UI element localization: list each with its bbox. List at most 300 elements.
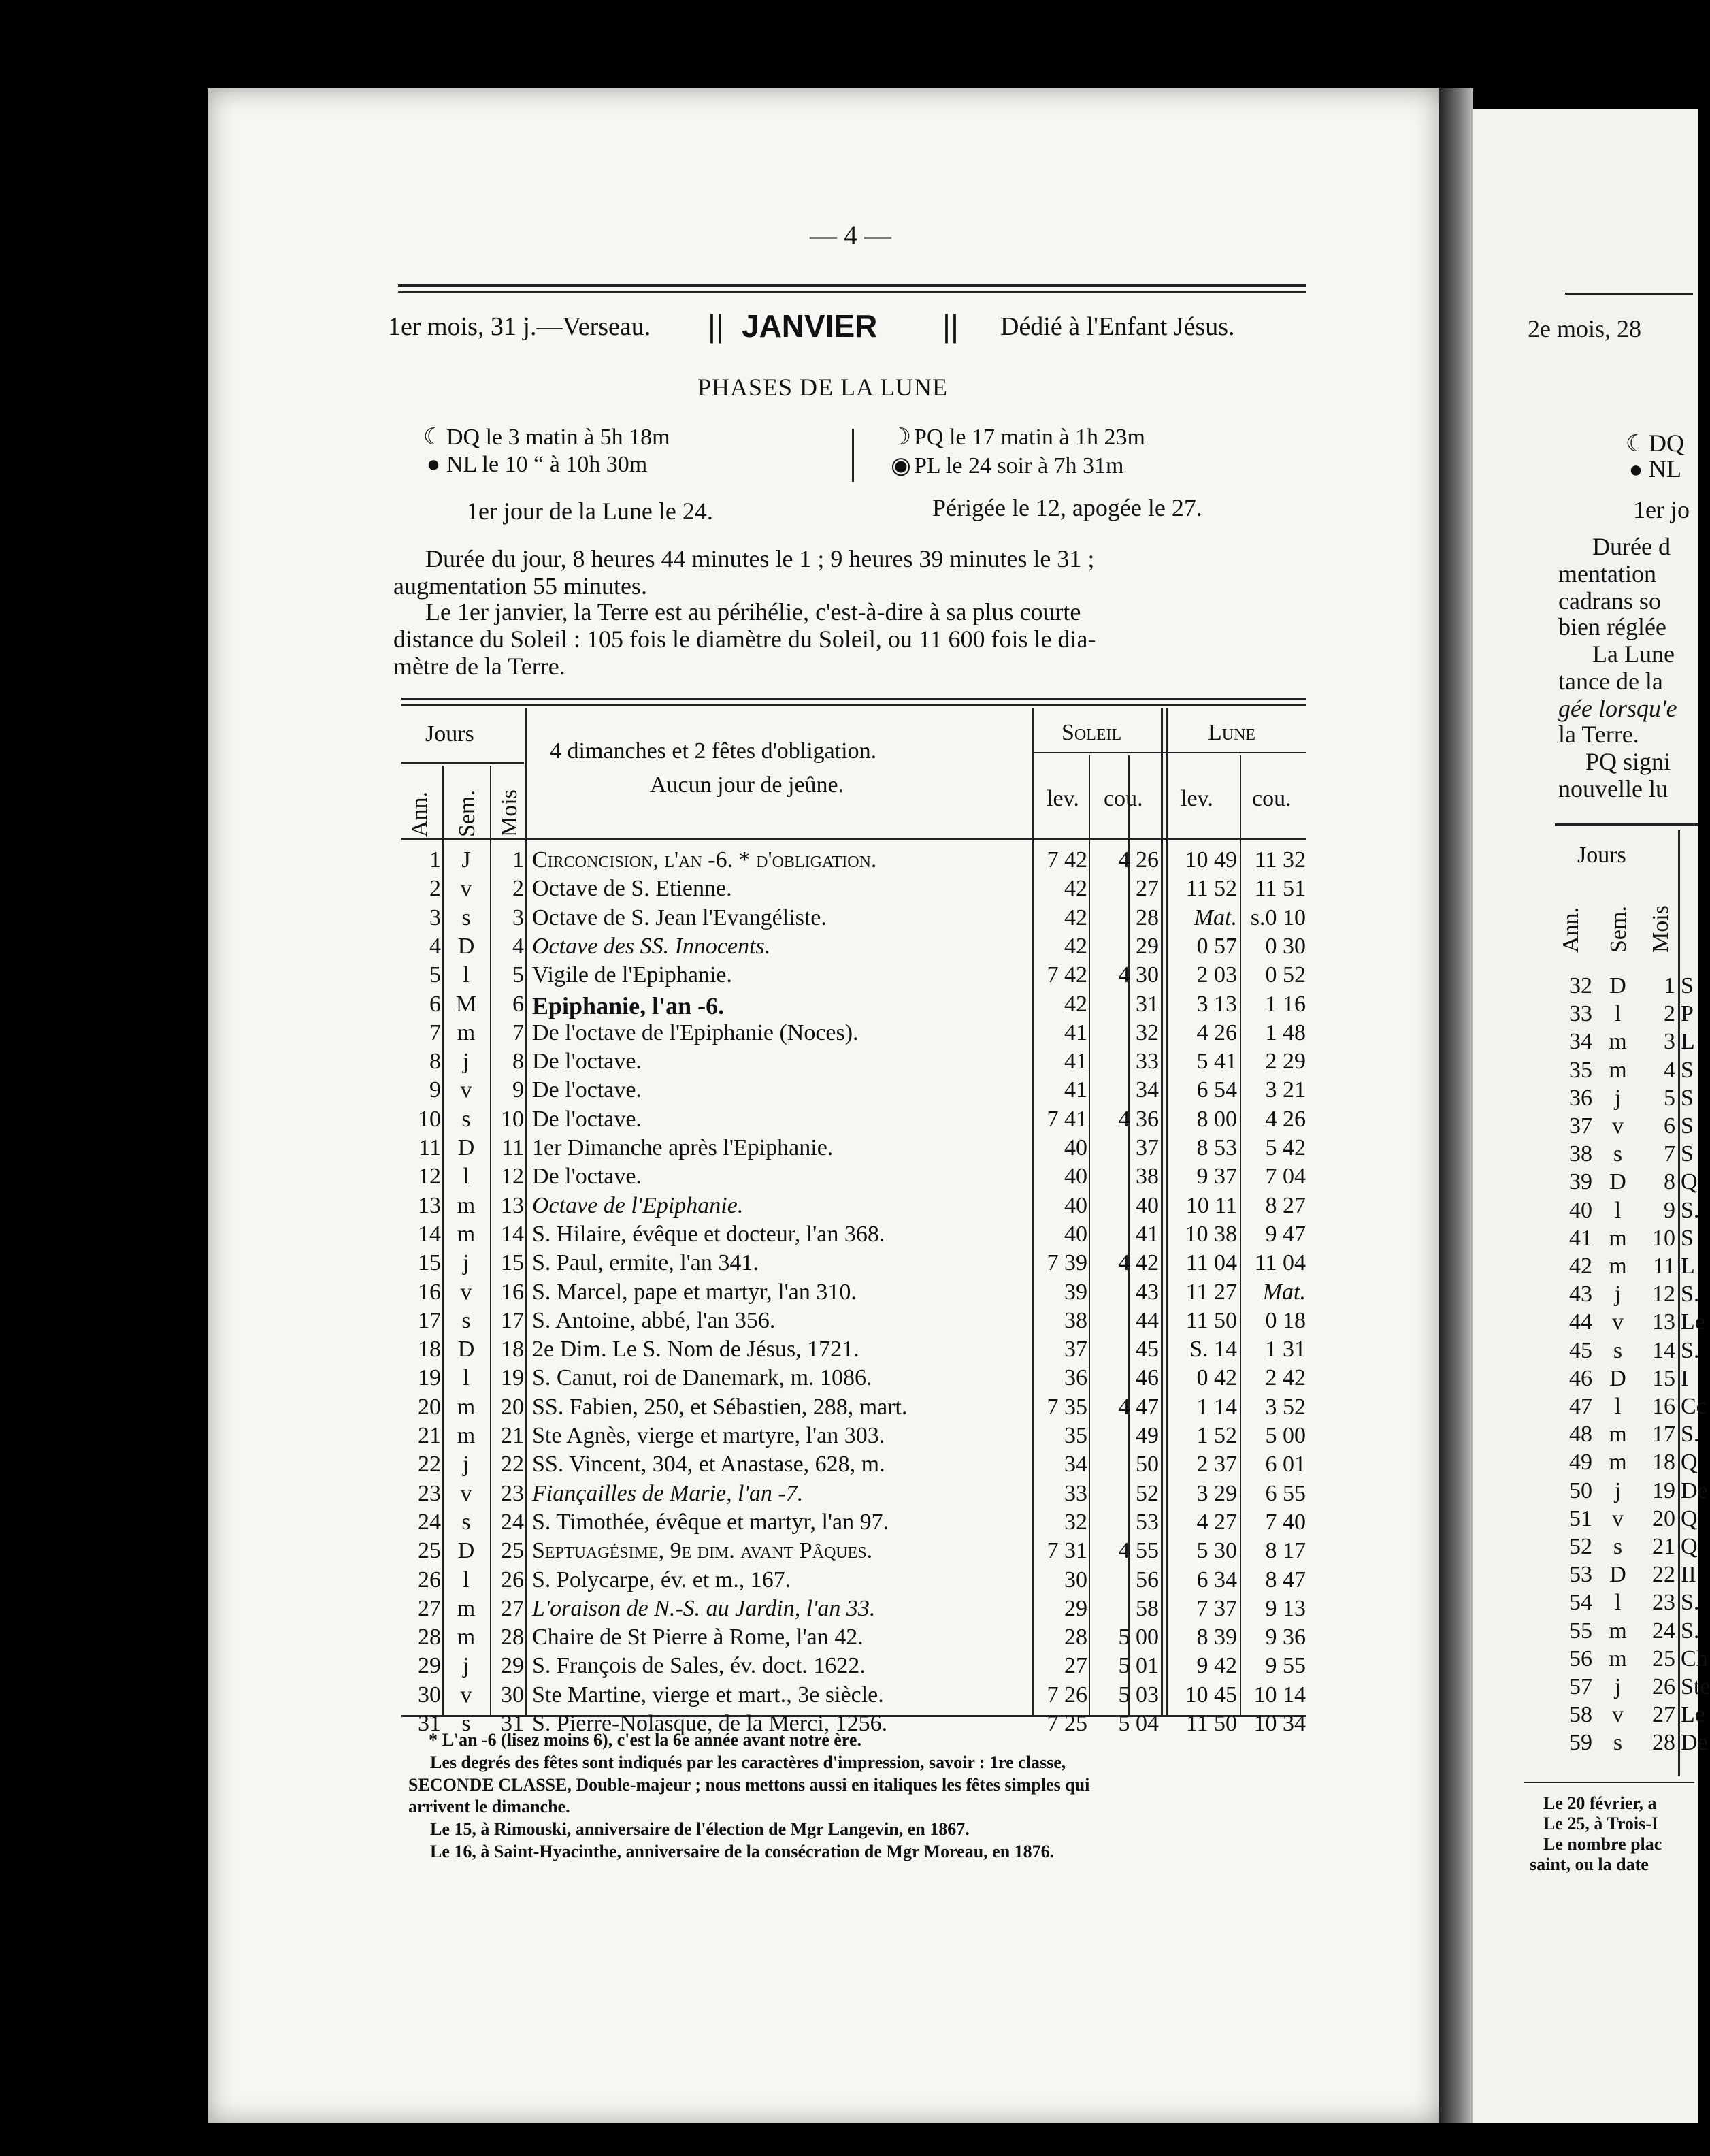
moonset: s.0 10	[1250, 904, 1306, 930]
right-text-line: tance de la	[1558, 668, 1663, 695]
sunrise: 41	[1064, 1077, 1087, 1103]
right-text-line: La Lune	[1592, 640, 1675, 668]
table-header-rule	[401, 838, 1306, 840]
day-of-month: 2	[1664, 1001, 1675, 1027]
sunset: 52	[1136, 1480, 1159, 1506]
weekday: j	[1614, 1477, 1622, 1503]
day-of-year: 50	[1569, 1477, 1592, 1503]
weekday: m	[457, 1221, 476, 1247]
full-moon-icon: ◉	[891, 453, 911, 478]
phases-title: PHASES DE LA LUNE	[697, 374, 949, 401]
moonrise: 8 53	[1196, 1135, 1237, 1160]
lune-header: Lune	[1208, 720, 1256, 745]
moonrise: 4 27	[1196, 1509, 1237, 1535]
sunset: 53	[1136, 1509, 1159, 1535]
weekday: v	[460, 1279, 472, 1305]
sunset: 28	[1136, 904, 1159, 930]
day-of-year: 14	[418, 1221, 441, 1247]
feast-name: De l'octave.	[532, 1049, 642, 1075]
feast-name: L'oraison de N.-S. au Jardin, l'an 33.	[532, 1595, 876, 1621]
weekday: D	[457, 933, 475, 959]
weekday: m	[1609, 1422, 1627, 1448]
sunrise: 37	[1064, 1337, 1087, 1362]
day-of-month: 1	[1664, 973, 1675, 998]
day-of-year: 28	[418, 1624, 441, 1650]
weekday: m	[457, 1019, 476, 1045]
feast-name: L	[1681, 1254, 1695, 1279]
moonset: 9 47	[1265, 1221, 1306, 1247]
day-of-year: 31	[418, 1711, 441, 1736]
moonset: 5 00	[1265, 1423, 1306, 1448]
day-of-month: 9	[1664, 1197, 1675, 1223]
weekday: m	[1609, 1057, 1627, 1083]
feast-name: Octave de S. Etienne.	[532, 876, 732, 902]
day-of-year: 21	[418, 1423, 441, 1448]
moonset: 8 27	[1265, 1192, 1306, 1218]
moon-phase-dq: ☾ DQ le 3 matin à 5h 18m	[421, 423, 670, 451]
day-of-month: 20	[1652, 1505, 1675, 1531]
moonset: 4 26	[1265, 1106, 1306, 1132]
sunset: 46	[1136, 1365, 1159, 1391]
moonrise: 11 52	[1185, 876, 1237, 902]
moonrise: 10 38	[1185, 1221, 1237, 1247]
sunset: 4 47	[1118, 1394, 1159, 1420]
feast-name: S	[1681, 1057, 1694, 1083]
weekday: m	[457, 1624, 476, 1650]
feast-name: S	[1681, 1141, 1694, 1167]
day-of-year: 9	[429, 1077, 441, 1103]
day-of-year: 17	[418, 1307, 441, 1333]
right-header: 2e mois, 28	[1528, 315, 1641, 342]
sunset: 38	[1136, 1164, 1159, 1190]
weekday: s	[461, 1106, 471, 1132]
feast-name: S	[1681, 973, 1694, 998]
moonset: 0 18	[1265, 1307, 1306, 1333]
weekday: s	[461, 904, 471, 930]
feast-name: S.	[1681, 1618, 1700, 1644]
moonrise: 8 00	[1196, 1106, 1237, 1132]
moonrise: 4 26	[1196, 1019, 1237, 1045]
day-of-month: 4	[512, 933, 524, 959]
day-of-year: 56	[1569, 1646, 1592, 1671]
moonrise: 2 03	[1196, 962, 1237, 988]
day-of-year: 36	[1569, 1085, 1592, 1111]
day-of-month: 7	[1664, 1141, 1675, 1167]
feast-name: Cc	[1681, 1394, 1707, 1419]
sunrise: 7 26	[1047, 1682, 1087, 1708]
feast-name: Ste Agnès, vierge et martyre, l'an 303.	[532, 1423, 885, 1448]
day-of-month: 25	[501, 1538, 524, 1564]
mois-header: Mois	[497, 789, 522, 837]
feast-name: 1er Dimanche après l'Epiphanie.	[532, 1135, 834, 1160]
sunrise: 39	[1064, 1279, 1087, 1305]
weekday: v	[460, 876, 472, 902]
weekday: j	[463, 1653, 470, 1679]
day-of-year: 27	[418, 1595, 441, 1621]
month-title: JANVIER	[742, 308, 878, 344]
right-nl: ● NL	[1623, 455, 1681, 483]
sunset: 40	[1136, 1192, 1159, 1218]
day-of-month: 23	[501, 1480, 524, 1506]
sunset: 34	[1136, 1077, 1159, 1103]
sunrise: 42	[1064, 991, 1087, 1017]
weekday: D	[457, 1538, 475, 1564]
page-number: — 4 —	[810, 220, 891, 250]
sunset: 4 36	[1118, 1106, 1159, 1132]
moonset: 3 52	[1265, 1394, 1306, 1420]
day-of-year: 22	[418, 1452, 441, 1477]
right-footnote: saint, ou la date	[1530, 1855, 1649, 1874]
day-of-month: 13	[1652, 1309, 1675, 1335]
sunset: 41	[1136, 1221, 1159, 1247]
sunset: 27	[1136, 876, 1159, 902]
day-of-year: 42	[1569, 1254, 1592, 1279]
intro-line: mètre de la Terre.	[393, 653, 565, 680]
table-top-rule-2	[401, 704, 1306, 706]
sunrise: 42	[1064, 904, 1087, 930]
feast-name: Ch	[1681, 1646, 1708, 1671]
feast-name: De l'octave de l'Epiphanie (Noces).	[532, 1019, 859, 1045]
moonrise: 7 37	[1196, 1595, 1237, 1621]
right-footnote: Le 20 février, a	[1543, 1793, 1657, 1813]
day-of-year: 57	[1569, 1674, 1592, 1699]
weekday: s	[461, 1307, 471, 1333]
day-of-month: 27	[501, 1595, 524, 1621]
moonrise: 3 13	[1196, 991, 1237, 1017]
feast-name: Le	[1681, 1702, 1705, 1728]
moonrise: 9 42	[1196, 1653, 1237, 1679]
moonrise: 11 50	[1185, 1711, 1237, 1736]
day-of-year: 51	[1569, 1505, 1592, 1531]
soleil-lev-header: lev.	[1047, 786, 1079, 811]
day-of-month: 31	[501, 1711, 524, 1736]
feast-name: S. Hilaire, évêque et docteur, l'an 368.	[532, 1221, 885, 1247]
moonrise: 9 37	[1196, 1164, 1237, 1190]
right-table-rule	[1555, 823, 1698, 826]
day-of-year: 29	[418, 1653, 441, 1679]
moonset: 2 29	[1265, 1049, 1306, 1075]
day-of-month: 3	[512, 904, 524, 930]
footnote: arrivent le dimanche.	[408, 1797, 570, 1816]
right-text-line: la Terre.	[1558, 721, 1639, 748]
weekday: m	[1609, 1254, 1627, 1279]
feast-name: S. Marcel, pape et martyr, l'an 310.	[532, 1279, 857, 1305]
day-of-year: 15	[418, 1250, 441, 1276]
day-of-month: 9	[512, 1077, 524, 1103]
feast-name: De	[1681, 1477, 1708, 1503]
feast-name: Le	[1681, 1309, 1705, 1335]
weekday: l	[463, 962, 470, 988]
col-divider	[1161, 708, 1163, 1715]
sunset: 29	[1136, 933, 1159, 959]
weekday: D	[1609, 973, 1626, 998]
moonset: 11 51	[1254, 876, 1306, 902]
day-of-month: 14	[501, 1221, 524, 1247]
last-quarter-icon: ☾	[1625, 431, 1647, 457]
moonrise: 8 39	[1196, 1624, 1237, 1650]
day-of-month: 5	[1664, 1085, 1675, 1111]
day-of-month: 25	[1652, 1646, 1675, 1671]
weekday: l	[1614, 1197, 1622, 1223]
right-footnote: Le nombre plac	[1543, 1834, 1662, 1854]
moonrise: 5 30	[1196, 1538, 1237, 1564]
new-moon-icon: ●	[426, 452, 441, 477]
sunset: 4 26	[1118, 847, 1159, 872]
header-separator: ||	[942, 308, 959, 344]
weekday: M	[455, 991, 477, 1017]
sunrise: 29	[1064, 1595, 1087, 1621]
sunrise: 7 42	[1047, 847, 1087, 872]
sunrise: 38	[1064, 1307, 1087, 1333]
jours-header: Jours	[425, 721, 474, 747]
feast-name: Ste Martine, vierge et mart., 3e siècle.	[532, 1682, 884, 1708]
weekday: D	[1609, 1169, 1626, 1195]
last-quarter-icon: ☾	[423, 425, 444, 450]
moonset: 3 21	[1265, 1077, 1306, 1103]
day-of-month: 14	[1652, 1337, 1675, 1363]
day-of-year: 49	[1569, 1450, 1592, 1475]
moonset: 7 40	[1265, 1509, 1306, 1535]
right-sem-header: Sem.	[1606, 906, 1631, 953]
sunset: 4 30	[1118, 962, 1159, 988]
right-jours-header: Jours	[1577, 843, 1626, 868]
weekday: l	[463, 1365, 470, 1391]
table-desc-2: Aucun jour de jeûne.	[650, 772, 844, 798]
day-of-year: 41	[1569, 1225, 1592, 1251]
day-of-year: 13	[418, 1192, 441, 1218]
day-of-month: 2	[512, 876, 524, 902]
weekday: s	[461, 1711, 471, 1736]
day-of-month: 24	[501, 1509, 524, 1535]
feast-name: II	[1681, 1562, 1696, 1588]
sunrise: 42	[1064, 933, 1087, 959]
moon-phase-pq: ☽ PQ le 17 matin à 1h 23m	[888, 423, 1145, 451]
weekday: s	[1613, 1534, 1623, 1559]
table-desc-1: 4 dimanches et 2 fêtes d'obligation.	[550, 738, 877, 764]
feast-name: De l'octave.	[532, 1077, 642, 1103]
soleil-cou-header: cou.	[1104, 786, 1143, 811]
feast-name: Q	[1681, 1505, 1698, 1531]
sunrise: 42	[1064, 876, 1087, 902]
first-quarter-icon: ☽	[890, 425, 912, 450]
weekday: D	[1609, 1562, 1626, 1588]
sunrise: 40	[1064, 1164, 1087, 1190]
moonrise: 10 45	[1185, 1682, 1237, 1708]
soleil-lune-rule	[1034, 752, 1306, 753]
top-rule-2	[398, 291, 1306, 293]
day-of-month: 22	[501, 1452, 524, 1477]
day-of-month: 8	[1664, 1169, 1675, 1195]
feast-name: Octave de l'Epiphanie.	[532, 1192, 744, 1218]
sunrise: 41	[1064, 1049, 1087, 1075]
weekday: m	[457, 1423, 476, 1448]
weekday: D	[457, 1337, 475, 1362]
weekday: m	[457, 1394, 476, 1420]
day-of-month: 11	[502, 1135, 524, 1160]
weekday: j	[463, 1452, 470, 1477]
feast-name: S. Pierre-Nolasque, de la Merci, 1256.	[532, 1711, 888, 1736]
feast-name: Circoncision, l'an -6. * d'obligation.	[532, 847, 877, 872]
day-of-month: 19	[501, 1365, 524, 1391]
moonrise: 2 37	[1196, 1452, 1237, 1477]
feast-name: Q	[1681, 1169, 1698, 1195]
day-of-year: 43	[1569, 1281, 1592, 1307]
day-of-month: 4	[1664, 1057, 1675, 1083]
day-of-year: 39	[1569, 1169, 1592, 1195]
col-divider	[1089, 755, 1090, 1715]
day-of-month: 16	[1652, 1394, 1675, 1419]
feast-name: S.	[1681, 1337, 1700, 1363]
feast-name: Ste	[1681, 1674, 1710, 1699]
feast-name: S. Canut, roi de Danemark, m. 1086.	[532, 1365, 872, 1391]
day-of-month: 13	[501, 1192, 524, 1218]
sunset: 5 01	[1118, 1653, 1159, 1679]
moonset: 9 13	[1265, 1595, 1306, 1621]
moonrise: 1 14	[1196, 1394, 1237, 1420]
footnote: Les degrés des fêtes sont indiqués par les caractères d'impression, savoir : 1re classe,	[430, 1752, 1066, 1772]
sunset: 43	[1136, 1279, 1159, 1305]
new-moon-icon: ●	[1628, 457, 1643, 483]
sunset: 56	[1136, 1567, 1159, 1592]
day-of-month: 30	[501, 1682, 524, 1708]
moonrise: 6 34	[1196, 1567, 1237, 1592]
feast-name: S	[1681, 1085, 1694, 1111]
weekday: D	[457, 1135, 475, 1160]
soleil-header: Soleil	[1062, 720, 1122, 745]
day-of-month: 11	[1653, 1254, 1675, 1279]
day-of-month: 18	[501, 1337, 524, 1362]
right-footnote: Le 25, à Trois-I	[1543, 1814, 1659, 1833]
day-of-year: 40	[1569, 1197, 1592, 1223]
weekday: j	[1614, 1674, 1622, 1699]
weekday: v	[460, 1682, 472, 1708]
weekday: m	[457, 1595, 476, 1621]
feast-name: S. François de Sales, év. doct. 1622.	[532, 1653, 866, 1679]
right-text-line: cadrans so	[1558, 587, 1661, 615]
sunrise: 40	[1064, 1135, 1087, 1160]
day-of-month: 10	[501, 1106, 524, 1132]
feast-name: S. Paul, ermite, l'an 341.	[532, 1250, 759, 1276]
right-text-line: PQ signi	[1585, 748, 1671, 775]
top-rule	[398, 284, 1306, 287]
day-of-year: 34	[1569, 1029, 1592, 1055]
sunrise: 40	[1064, 1221, 1087, 1247]
footnote: * L'an -6 (lisez moins 6), c'est la 6e année avant notre ère.	[429, 1730, 861, 1750]
day-of-month: 8	[512, 1049, 524, 1075]
day-of-year: 58	[1569, 1702, 1592, 1728]
feast-name: S.	[1681, 1197, 1700, 1223]
weekday: l	[1614, 1590, 1622, 1616]
sunrise: 7 39	[1047, 1250, 1087, 1276]
moonrise: 10 11	[1185, 1192, 1237, 1218]
moonset: 8 47	[1265, 1567, 1306, 1592]
lune-lev-header: lev.	[1181, 786, 1213, 811]
day-of-year: 7	[429, 1019, 441, 1045]
day-of-year: 24	[418, 1509, 441, 1535]
day-of-year: 6	[429, 991, 441, 1017]
sunrise: 34	[1064, 1452, 1087, 1477]
feast-name: P	[1681, 1001, 1694, 1027]
day-of-year: 48	[1569, 1422, 1592, 1448]
sunrise: 30	[1064, 1567, 1087, 1592]
table-top-rule	[401, 698, 1306, 700]
intro-line: augmentation 55 minutes.	[393, 572, 647, 600]
day-of-month: 20	[501, 1394, 524, 1420]
right-col-divider	[1678, 830, 1680, 1776]
feast-name: L	[1681, 1029, 1695, 1055]
header-separator: ||	[708, 308, 724, 344]
weekday: J	[461, 847, 471, 872]
day-of-month: 18	[1652, 1450, 1675, 1475]
day-of-month: 28	[1652, 1730, 1675, 1756]
moonrise: 0 57	[1196, 933, 1237, 959]
moonrise: 11 27	[1185, 1279, 1237, 1305]
day-of-month: 19	[1652, 1477, 1675, 1503]
day-of-year: 59	[1569, 1730, 1592, 1756]
moonset: 7 04	[1265, 1164, 1306, 1190]
day-of-year: 54	[1569, 1590, 1592, 1616]
weekday: s	[1613, 1141, 1623, 1167]
sunrise: 32	[1064, 1509, 1087, 1535]
feast-name: SS. Vincent, 304, et Anastase, 628, m.	[532, 1452, 885, 1477]
feast-name: Chaire de St Pierre à Rome, l'an 42.	[532, 1624, 864, 1650]
sunrise: 33	[1064, 1480, 1087, 1506]
sunrise: 7 25	[1047, 1711, 1087, 1736]
day-of-year: 30	[418, 1682, 441, 1708]
feast-name: De l'octave.	[532, 1164, 642, 1190]
weekday: m	[1609, 1646, 1627, 1671]
day-of-month: 29	[501, 1653, 524, 1679]
moonset: 6 55	[1265, 1480, 1306, 1506]
sunset: 49	[1136, 1423, 1159, 1448]
right-mois-header: Mois	[1648, 905, 1673, 953]
day-of-year: 19	[418, 1365, 441, 1391]
day-of-month: 7	[512, 1019, 524, 1045]
weekday: l	[463, 1164, 470, 1190]
moonset: 9 36	[1265, 1624, 1306, 1650]
weekday: v	[460, 1480, 472, 1506]
feast-name: Q	[1681, 1534, 1698, 1559]
feast-name: Epiphanie, l'an -6.	[532, 992, 725, 1019]
moonrise: 11 50	[1185, 1307, 1237, 1333]
weekday: m	[1609, 1029, 1627, 1055]
moonset: 10 14	[1253, 1682, 1306, 1708]
weekday: l	[1614, 1001, 1622, 1027]
phases-divider	[852, 429, 854, 482]
weekday: D	[1609, 1365, 1626, 1391]
sunrise: 36	[1064, 1365, 1087, 1391]
day-of-year: 35	[1569, 1057, 1592, 1083]
perigee-apogee: Périgée le 12, apogée le 27.	[932, 494, 1202, 521]
moon-phase-nl: ● NL le 10 “ à 10h 30m	[421, 452, 647, 478]
moonset: 0 30	[1265, 933, 1306, 959]
feast-name: SS. Fabien, 250, et Sébastien, 288, mart.	[532, 1394, 908, 1420]
day-of-month: 10	[1652, 1225, 1675, 1251]
weekday: m	[457, 1192, 476, 1218]
day-of-year: 20	[418, 1394, 441, 1420]
day-of-year: 53	[1569, 1562, 1592, 1588]
intro-line: distance du Soleil : 105 fois le diamètre du Soleil, ou 11 600 fois le dia-	[393, 625, 1096, 653]
sunrise: 7 31	[1047, 1538, 1087, 1564]
right-text-line: nouvelle lu	[1558, 775, 1668, 802]
moon-phase-pl: ◉ PL le 24 soir à 7h 31m	[888, 452, 1124, 479]
day-of-month: 24	[1652, 1618, 1675, 1644]
sunrise: 40	[1064, 1192, 1087, 1218]
day-of-year: 25	[418, 1538, 441, 1564]
weekday: v	[1612, 1309, 1624, 1335]
weekday: j	[463, 1049, 470, 1075]
footnote: Le 15, à Rimouski, anniversaire de l'élection de Mgr Langevin, en 1867.	[430, 1819, 970, 1839]
